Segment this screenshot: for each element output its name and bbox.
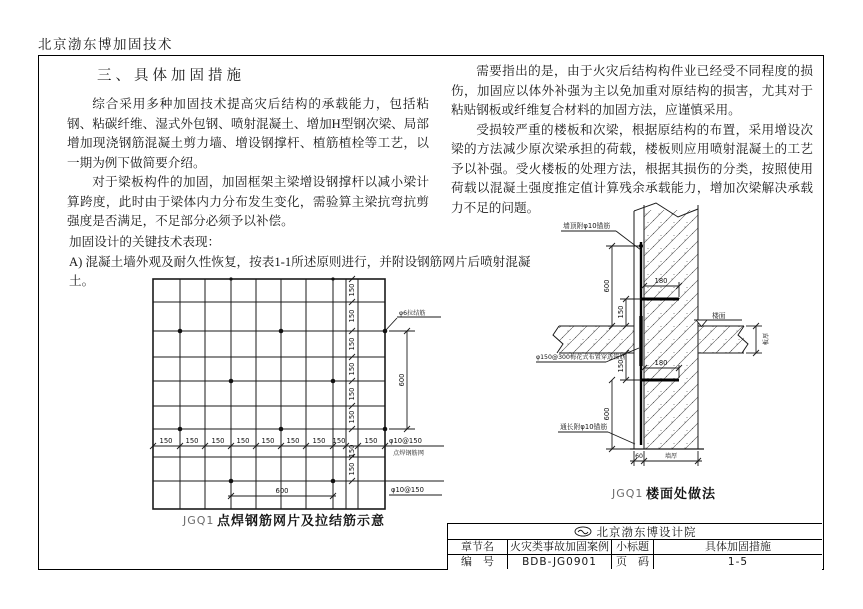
- svg-text:150: 150: [348, 387, 356, 401]
- section-caption-code: JGQ1: [612, 487, 644, 500]
- mesh-bottom-span-dimension: 600: [275, 487, 289, 495]
- anchor-offset-dimension: 150: [617, 359, 625, 373]
- chapter-label: 章节名: [448, 540, 508, 555]
- mesh-spec-label-bottom: φ10@150: [391, 486, 424, 494]
- slab-left-concrete: [559, 326, 634, 353]
- paragraph: 综合采用多种加固技术提高灾后结构的承载能力，包括粘钢、粘碳纤维、湿式外包钢、喷射混凝土、增加H型钢次梁、局部增加现浇钢筋混凝土剪力墙、增设钢撑杆、植筋植栓等工艺，以一期为例下做简要介绍。: [67, 97, 429, 170]
- svg-text:150: 150: [236, 437, 250, 445]
- anchor-spacing-dimension: 600: [603, 279, 611, 293]
- svg-text:150: 150: [312, 437, 326, 445]
- floor-level-label: 楼面: [712, 312, 726, 320]
- mesh-spec-label: φ10@150: [389, 437, 422, 445]
- pagecode-value: 1-5: [727, 556, 749, 568]
- key-points-item-a: A) 混凝土墙外观及耐久性恢复，按表1-1所述原则进行，并附设钢筋网片后喷射混凝土。: [69, 254, 531, 288]
- number-value: BDB-JG0901: [508, 555, 612, 569]
- paragraph: 受损较严重的楼板和次梁，根据原结构的布置，采用增设次梁的方法减少原次梁承担的荷载，楼板则应用喷射混凝土的工艺予以补强。受火楼板的处理方法，根据其损伤的分类，按照使用荷载以混凝土强度推定值计算残余承载能力，增加次梁解决承载力不足的问题。: [451, 122, 813, 215]
- title-block: [447, 523, 822, 570]
- mesh-name-label: 点焊钢筋网: [393, 450, 424, 457]
- number-label: 编 号: [448, 555, 508, 569]
- svg-text:150: 150: [159, 437, 173, 445]
- institute-name: 北京渤东博设计院: [596, 526, 697, 539]
- anchor-offset-dimension: 150: [617, 305, 625, 319]
- mesh-drawing: [139, 274, 504, 536]
- bottom-anchor-label: 通长附φ10锚筋: [560, 423, 608, 431]
- svg-text:150: 150: [348, 444, 356, 458]
- anchor-spacing-dimension: 600: [603, 407, 611, 421]
- svg-text:150: 150: [211, 437, 225, 445]
- wall-concrete: [644, 210, 698, 449]
- title-block-institute-row: [448, 524, 822, 540]
- layer-thickness-dimension: 60: [635, 453, 643, 460]
- subtitle-value: 具体加固措施: [654, 540, 822, 555]
- wall-section-drawing: [534, 198, 819, 510]
- tie-bar-label: φ6拉结筋: [399, 310, 426, 317]
- mesh-caption: 点焊钢筋网片及拉结筋示意: [217, 513, 386, 528]
- title-block-grid: [448, 540, 822, 569]
- top-anchor-label: 墙顶附φ10锚筋: [563, 222, 611, 230]
- paragraph: 对于梁板构件的加固，加固框架主梁增设钢撑杆以减小梁计算跨度，此时由于梁体内力分布发生变化，需验算主梁抗弯抗剪强度是否满足，不足部分必须予以补偿。: [67, 175, 429, 228]
- anchor-embed-dimension: 180: [654, 359, 668, 367]
- section-caption: 楼面处做法: [646, 486, 717, 501]
- through-anchor-label: φ150@300梅花式布置穿透锚筋: [536, 354, 626, 361]
- paragraph: 需要指出的是，由于火灾后结构构件业已经受不同程度的损伤，加固应以体外补强为主以免加重对原结构的损害，尤其对于粘贴钢板或纤维复合材料的加固方法，应谨慎采用。: [451, 64, 813, 117]
- chapter-value: 火灾类事故加固案例: [508, 540, 612, 555]
- pagecode-label: 页 码: [612, 555, 654, 569]
- svg-text:150: 150: [348, 462, 356, 476]
- svg-text:150: 150: [364, 437, 378, 445]
- left-text-column: [67, 64, 429, 232]
- key-points-intro: 加固设计的关键技术表现：: [69, 235, 221, 249]
- slab-thickness-label: 板厚: [763, 332, 770, 346]
- wall-thickness-label: 墙厚: [664, 453, 678, 460]
- cell-dimensions-horizontal: [160, 437, 378, 445]
- svg-text:150: 150: [348, 337, 356, 351]
- right-text-column: [451, 62, 813, 218]
- svg-text:150: 150: [261, 437, 275, 445]
- design-institute-logo: [574, 526, 592, 537]
- cell-dimensions-vertical: [348, 284, 356, 476]
- svg-text:150: 150: [185, 437, 199, 445]
- svg-text:150: 150: [348, 362, 356, 376]
- document-header: 北京渤东博加固技术: [38, 33, 822, 57]
- svg-text:150: 150: [348, 309, 356, 323]
- tie-dot: [639, 244, 643, 248]
- subtitle-label: 小标题: [612, 540, 654, 555]
- slab-right-concrete: [698, 326, 744, 353]
- svg-text:150: 150: [286, 437, 300, 445]
- mesh-caption-code: JGQ1: [183, 514, 215, 527]
- svg-text:150: 150: [332, 437, 346, 445]
- page-frame: [38, 55, 824, 570]
- section-title: 三、具体加固措施: [97, 68, 245, 84]
- mesh-span-dimension: 600: [398, 373, 406, 387]
- svg-text:150: 150: [348, 410, 356, 424]
- anchor-embed-dimension: 180: [654, 277, 668, 285]
- svg-text:150: 150: [348, 283, 356, 297]
